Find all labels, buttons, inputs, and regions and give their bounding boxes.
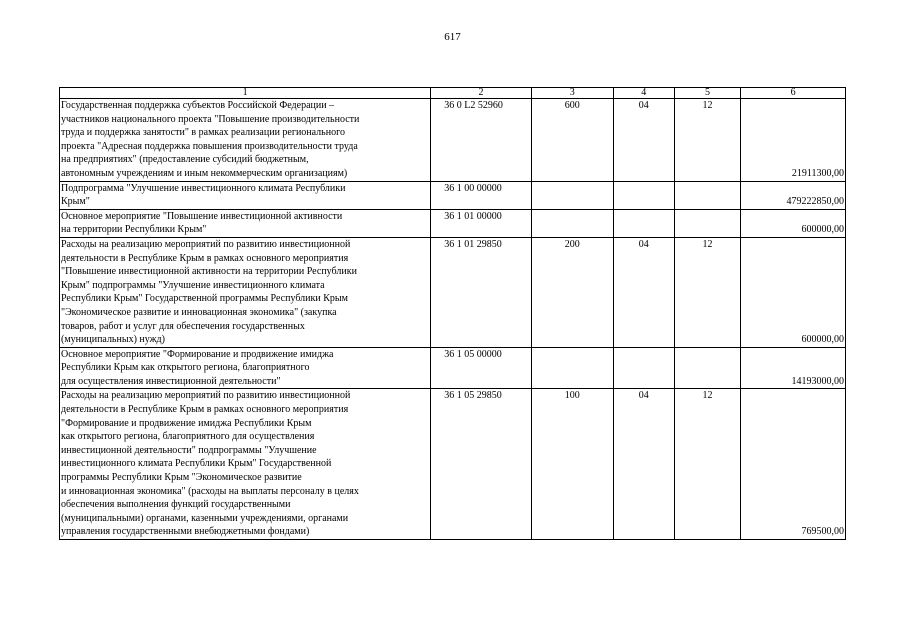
amount: 600000,00 (741, 237, 846, 347)
subsection: 12 (674, 99, 740, 182)
expense-type (531, 209, 613, 237)
section: 04 (613, 389, 674, 540)
description-line: Основное мероприятие "Формирование и продвижение имиджа (61, 348, 334, 360)
row-description (60, 209, 431, 237)
amount: 769500,00 (741, 389, 846, 540)
description-line: и инновационная экономика" (расходы на выплаты персоналу в целях (61, 485, 359, 497)
target-article-code: 36 1 01 29850 (431, 237, 532, 347)
header-cell: 5 (674, 88, 740, 99)
target-article-code: 36 1 05 29850 (431, 389, 532, 540)
description-line: Крым" подпрограммы "Улучшение инвестиционного климата (61, 279, 325, 291)
description-line: на предприятиях" (предоставление субсидий бюджетным, (61, 154, 309, 166)
description-line: автономным учреждениям и иным некоммерческим организациям) (61, 167, 348, 179)
expense-type (531, 181, 613, 209)
target-article-code: 36 1 00 00000 (431, 181, 532, 209)
amount: 479222850,00 (741, 181, 846, 209)
section: 04 (613, 99, 674, 182)
description-line: Основное мероприятие "Повышение инвестиционной активности (61, 210, 343, 222)
amount: 14193000,00 (741, 347, 846, 389)
section (613, 347, 674, 389)
target-article-code: 36 1 01 00000 (431, 209, 532, 237)
amount: 21911300,00 (741, 99, 846, 182)
target-article-code: 36 1 05 00000 (431, 347, 532, 389)
table-row (60, 99, 846, 182)
subsection: 12 (674, 237, 740, 347)
table-row (60, 209, 846, 237)
description-line: программы Республики Крым "Экономическое развитие (61, 472, 302, 484)
budget-table (59, 87, 846, 540)
expense-type: 600 (531, 99, 613, 182)
description-line: Расходы на реализацию мероприятий по развитию инвестиционной (61, 390, 351, 402)
subsection (674, 181, 740, 209)
description-line: Расходы на реализацию мероприятий по развитию инвестиционной (61, 238, 351, 250)
expense-type: 200 (531, 237, 613, 347)
description-line: "Экономическое развитие и инновационная экономика" (закупка (61, 306, 337, 318)
subsection (674, 209, 740, 237)
section (613, 181, 674, 209)
description-line: на территории Республики Крым" (61, 224, 207, 236)
description-line: как открытого региона, благоприятного для осуществления (61, 431, 315, 443)
row-description (60, 181, 431, 209)
description-line: "Формирование и продвижение имиджа Республики Крым (61, 417, 312, 429)
section (613, 209, 674, 237)
description-line: "Повышение инвестиционной активности на территории Республики (61, 266, 357, 278)
table-row (60, 389, 846, 540)
description-line: для осуществления инвестиционной деятельности" (61, 375, 281, 387)
description-line: обеспечения выполнения функций государственными (61, 499, 291, 511)
header-cell: 1 (60, 88, 431, 99)
description-line: труда и поддержка занятости" в рамках реализации регионального (61, 127, 345, 139)
description-line: товаров, работ и услуг для обеспечения государственных (61, 320, 305, 332)
description-line: проекта "Адресная поддержка повышения производительности труда (61, 140, 358, 152)
subsection (674, 347, 740, 389)
description-line: инвестиционной деятельности" подпрограммы "Улучшение (61, 444, 317, 456)
row-description (60, 389, 431, 540)
target-article-code: 36 0 L2 52960 (431, 99, 532, 182)
row-description (60, 237, 431, 347)
description-line: участников национального проекта "Повышение производительности (61, 113, 360, 125)
header-cell: 3 (531, 88, 613, 99)
description-line: Крым" (61, 196, 90, 208)
description-line: Республики Крым" Государственной программы Республики Крым (61, 293, 348, 305)
header-cell: 4 (613, 88, 674, 99)
table-header-row (60, 88, 846, 99)
section: 04 (613, 237, 674, 347)
description-line: Республики Крым как открытого региона, благоприятного (61, 362, 310, 374)
table-row (60, 181, 846, 209)
expense-type (531, 347, 613, 389)
description-line: деятельности в Республике Крым в рамках основного мероприятия (61, 252, 349, 264)
header-cell: 2 (431, 88, 532, 99)
description-line: Государственная поддержка субъектов Российской Федерации – (61, 100, 335, 111)
row-description (60, 99, 431, 182)
expense-type: 100 (531, 389, 613, 540)
description-line: (муниципальных) нужд) (61, 334, 165, 346)
description-line: (муниципальными) органами, казенными учреждениями, органами (61, 512, 349, 524)
amount: 600000,00 (741, 209, 846, 237)
row-description (60, 347, 431, 389)
header-cell: 6 (741, 88, 846, 99)
subsection: 12 (674, 389, 740, 540)
table-row (60, 237, 846, 347)
description-line: деятельности в Республике Крым в рамках основного мероприятия (61, 404, 349, 416)
description-line: управления государственными внебюджетными фондами) (61, 526, 310, 538)
table-row (60, 347, 846, 389)
page-number: 617 (444, 31, 461, 43)
description-line: инвестиционного климата Республики Крым" Государственной (61, 458, 332, 470)
description-line: Подпрограмма "Улучшение инвестиционного климата Республики (61, 182, 346, 194)
